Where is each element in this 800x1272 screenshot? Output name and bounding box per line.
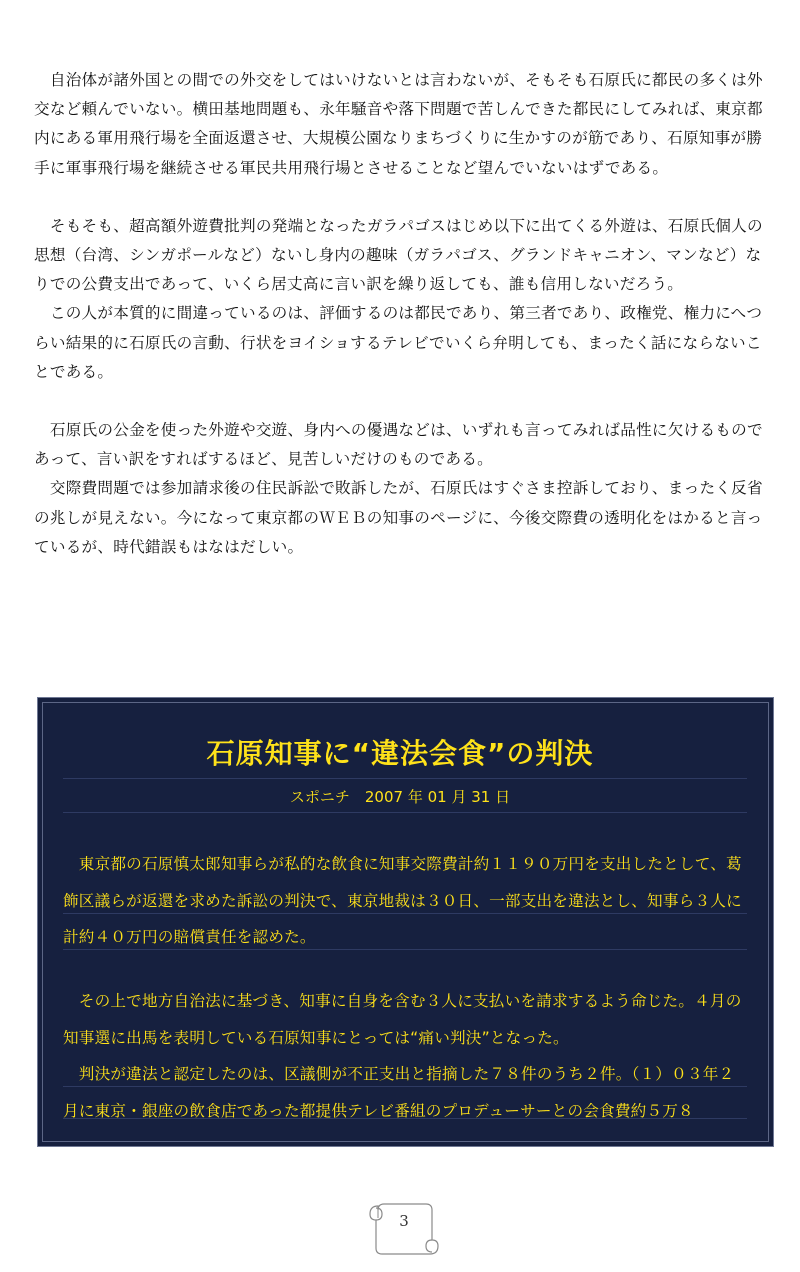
news-source-date: スポニチ 2007 年 01 月 31 日 — [289, 788, 511, 806]
news-body — [63, 846, 747, 956]
divider — [63, 778, 747, 779]
article-paragraph: そもそも、超高額外遊費批判の発端となったガラパゴスはじめ以下に出てくる外遊は、石原氏個人の思想（台湾、シンガポールなど）ないし身内の趣味（ガラパゴス、グランドキャニオン、マンなど）なりでの公費支出であって、いくら居丈高に言い訳を繰り返しても、誰も信用しないだろう。 — [34, 216, 763, 294]
article-paragraph: 石原氏の公金を使った外遊や交遊、身内への優遇などは、いずれも言ってみれば品性に欠けるものであって、言い訳をすればするほど、見苦しいだけのものである。 — [34, 421, 763, 469]
article-paragraph: 自治体が諸外国との間での外交をしてはいけないとは言わないが、そもそも石原氏に都民の多くは外交など頼んでいない。横田基地問題も、永年騒音や落下問題で苦しんできた都民にしてみれば、東京都内にある軍用飛行場を全面返還させ、大規模公園なりまちづくりに生かすのが筋であり、石原知事が勝手に軍事飛行場を継続させる軍民共用飛行場とさせることなど望んでいないはずである。 — [34, 71, 763, 177]
news-paragraph: その上で地方自治法に基づき、知事に自身を含む３人に支払いを請求するよう命じた。４月の知事選に出馬を表明している石原知事にとっては“痛い判決”となった。 — [63, 992, 742, 1047]
news-body — [63, 983, 747, 1129]
divider — [63, 812, 747, 813]
news-paragraph: 東京都の石原慎太郎知事らが私的な飲食に知事交際費計約１１９０万円を支出したとして、葛飾区議らが返還を求めた訴訟の判決で、東京地裁は３０日、一部支出を違法とし、知事ら３人に計約４０万円の賠償責任を認めた。 — [63, 855, 742, 946]
page-number: 3 — [399, 1212, 409, 1230]
article-paragraph: 交際費問題では参加請求後の住民訴訟で敗訴したが、石原氏はすぐさま控訴しており、まったく反省の兆しが見えない。今になって東京都のＷＥＢの知事のページに、今後交際費の透明化をはかると言っているが、時代錯誤もはなはだしい。 — [34, 479, 763, 556]
news-headline: 石原知事に“違法会食”の判決 — [206, 737, 594, 770]
article-paragraph: この人が本質的に間違っているのは、評価するのは都民であり、第三者であり、政権党、権力にへつらい結果的に石原氏の言動、行状をヨイショするテレビでいくら弁明しても、まったく話にならないことである。 — [34, 304, 763, 381]
article-body — [34, 66, 776, 562]
news-paragraph: 判決が違法と認定したのは、区議側が不正支出と指摘した７８件のうち２件。（１）０３年２月に東京・銀座の飲食店であった都提供テレビ番組のプロデューサーとの会食費約５万８ — [63, 1065, 735, 1120]
